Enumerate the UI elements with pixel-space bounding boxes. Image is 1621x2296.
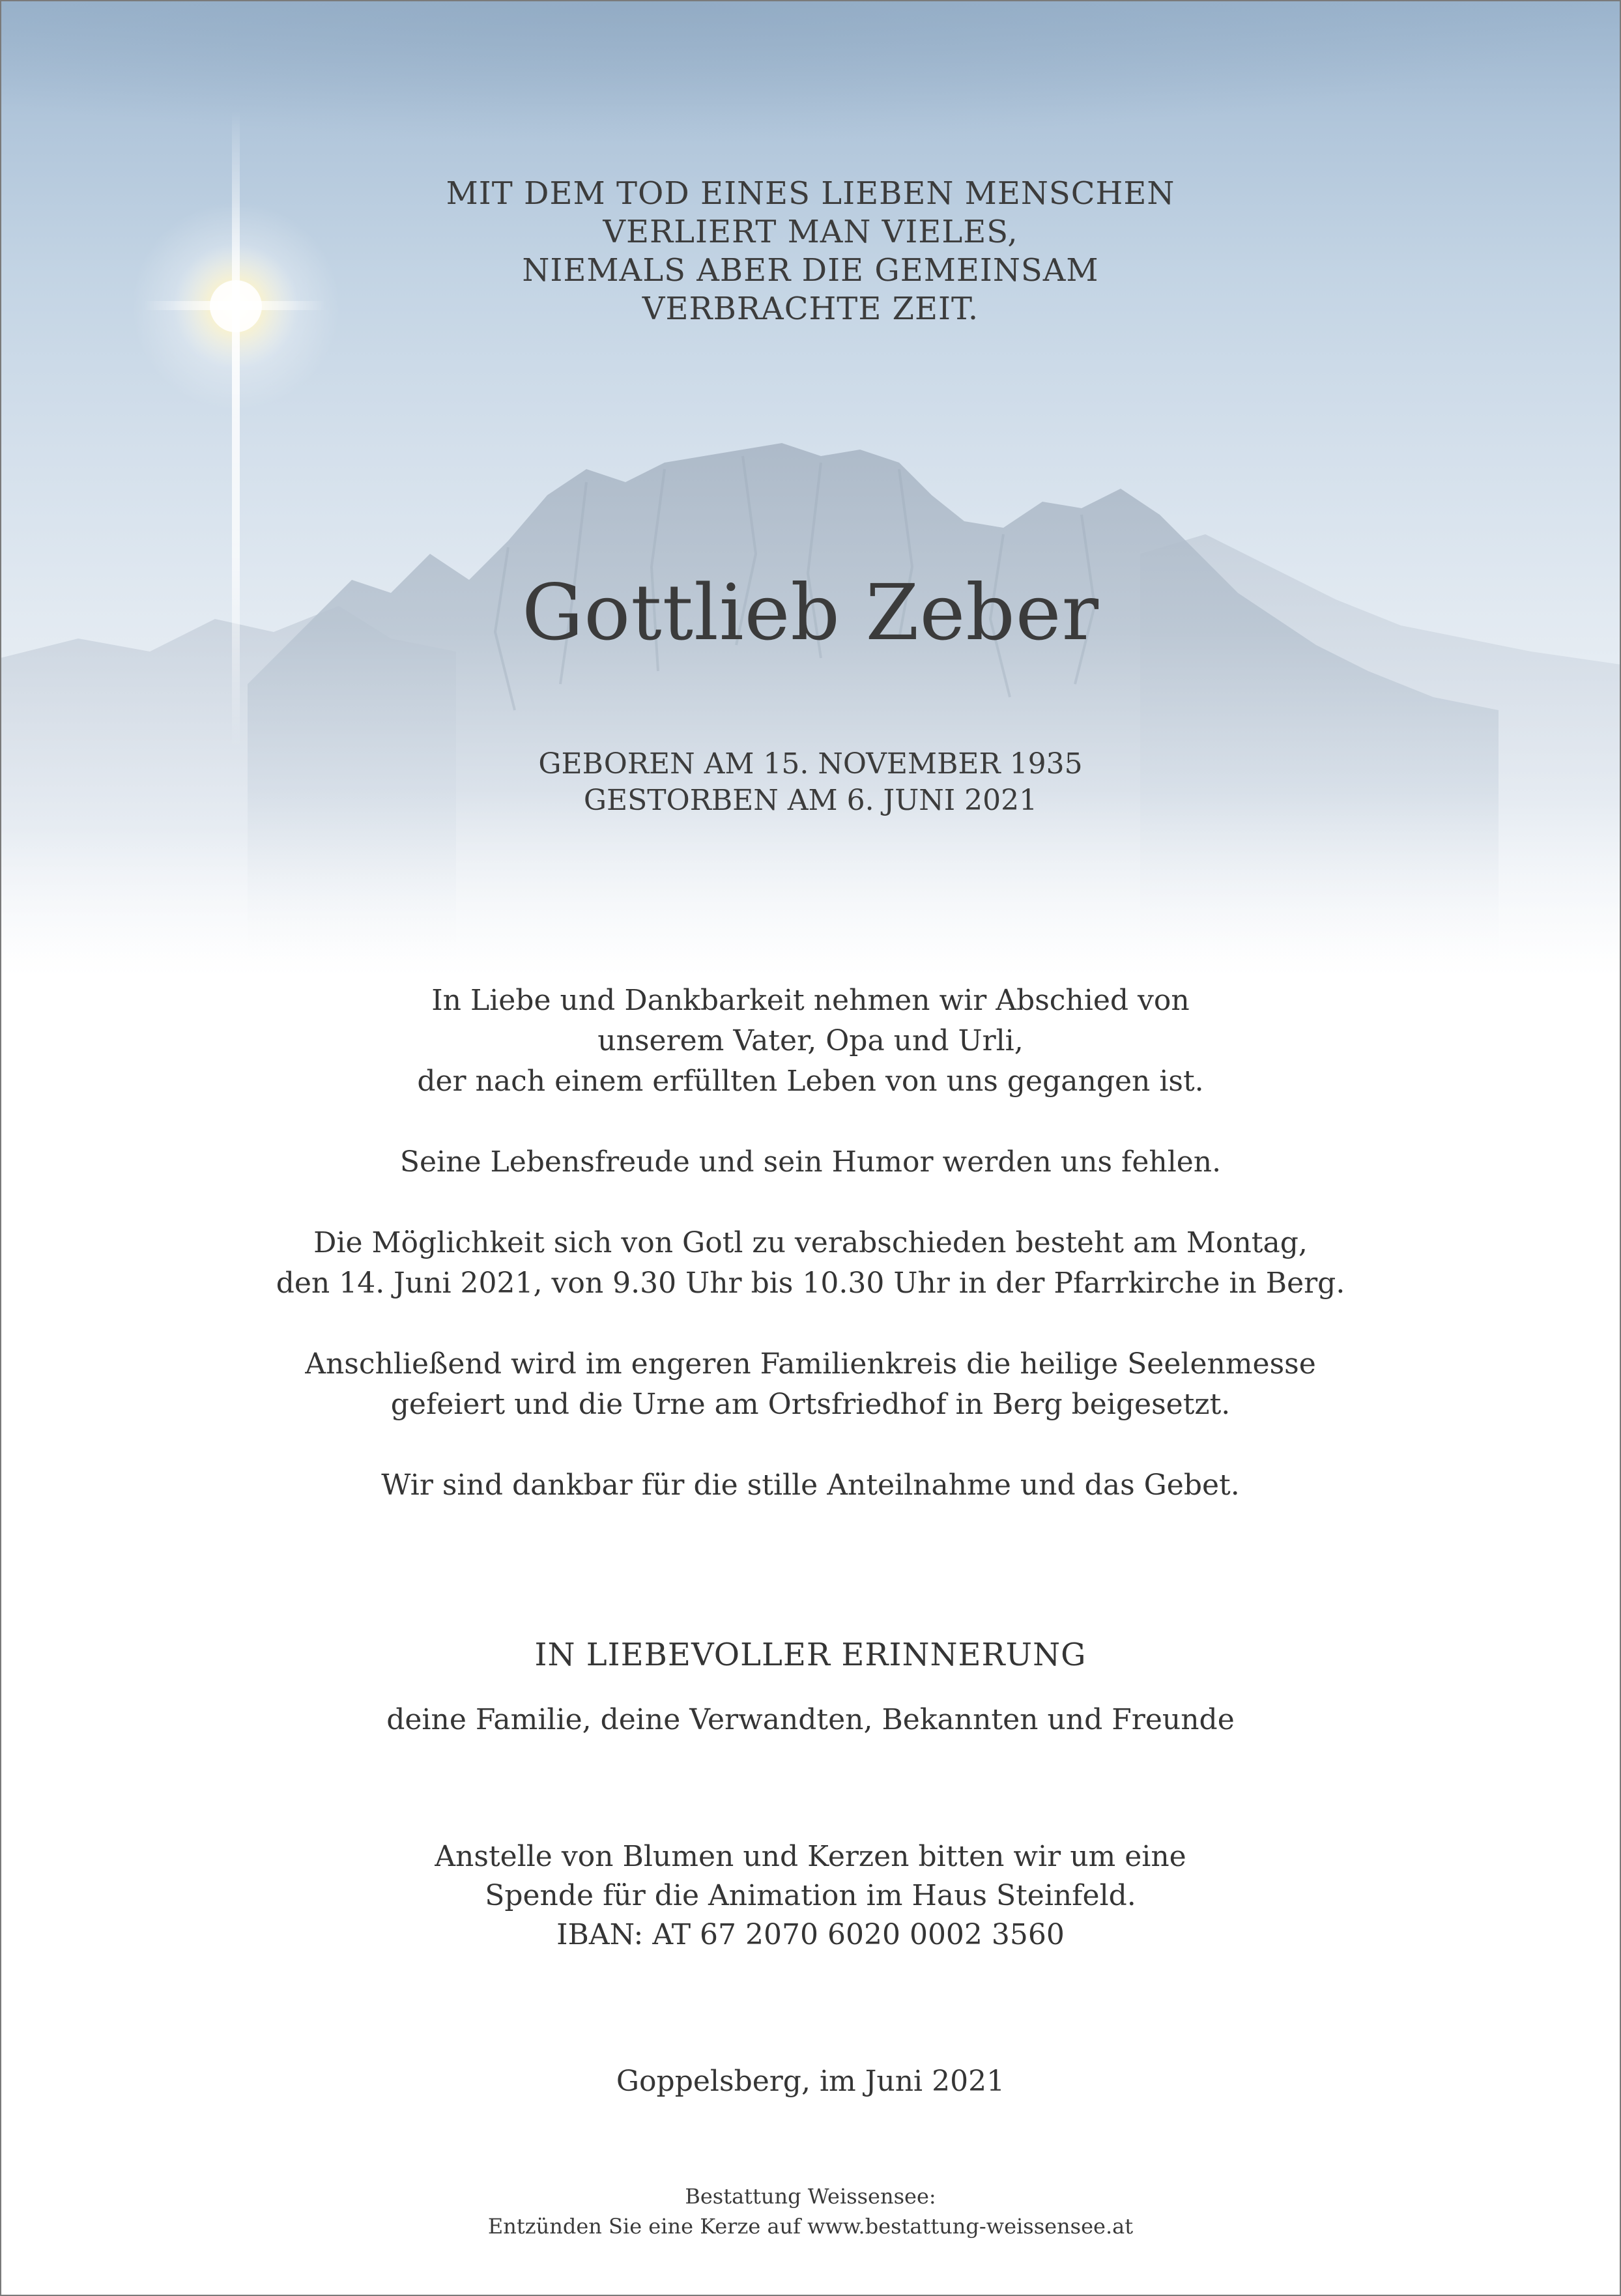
text-line: Seine Lebensfreude und sein Humor werden uns fehlen. [399, 1145, 1222, 1179]
candle-link-text: Entzünden Sie eine Kerze auf www.bestattung-weissensee.at [487, 2214, 1134, 2239]
quote-line: NIEMALS ABER DIE GEMEINSAM [522, 252, 1099, 289]
paragraph-mass [0, 1344, 1621, 1425]
life-dates [0, 746, 1621, 819]
funeral-home-name: Bestattung Weissensee: [685, 2184, 936, 2209]
quote-line: MIT DEM TOD EINES LIEBEN MENSCHEN [446, 175, 1175, 212]
opening-quote [0, 175, 1621, 328]
paragraph-farewell [0, 981, 1621, 1102]
quote-line: VERBRACHTE ZEIT. [642, 291, 979, 327]
funeral-home-footer [0, 2181, 1621, 2241]
text-line: Wir sind dankbar für die stille Anteilnahme und das Gebet. [381, 1469, 1240, 1502]
text-line: gefeiert und die Urne am Ortsfriedhof in Berg beigesetzt. [390, 1388, 1231, 1421]
text-line: Anschließend wird im engeren Familienkreis die heilige Seelenmesse [305, 1347, 1316, 1381]
paragraph-humor [0, 1142, 1621, 1183]
remembrance-heading: IN LIEBEVOLLER ERINNERUNG [534, 1637, 1087, 1673]
family-signature: deine Familie, deine Verwandten, Bekannten und Freunde [386, 1703, 1235, 1736]
deceased-name: Gottlieb Zeber [521, 567, 1100, 657]
paragraph-viewing [0, 1223, 1621, 1304]
donation-note [0, 1837, 1621, 1955]
text-line: der nach einem erfüllten Leben von uns gegangen ist. [417, 1065, 1204, 1098]
death-date: GESTORBEN AM 6. JUNI 2021 [583, 784, 1038, 817]
obituary-text [0, 981, 1621, 1546]
glowing-cross-icon [0, 0, 391, 782]
birth-date: GEBOREN AM 15. NOVEMBER 1935 [538, 747, 1083, 781]
text-line: Spende für die Animation im Haus Steinfeld. [485, 1879, 1136, 1912]
text-line: unserem Vater, Opa und Urli, [597, 1024, 1024, 1057]
paragraph-thanks [0, 1465, 1621, 1506]
iban-line: IBAN: AT 67 2070 6020 0002 3560 [556, 1918, 1065, 1951]
text-line: den 14. Juni 2021, von 9.30 Uhr bis 10.30 Uhr in der Pfarrkirche in Berg. [276, 1267, 1345, 1300]
main-mountain [248, 443, 1499, 977]
text-line: Anstelle von Blumen und Kerzen bitten wir um eine [435, 1840, 1186, 1873]
quote-line: VERLIERT MAN VIELES, [603, 214, 1018, 250]
place-date: Goppelsberg, im Juni 2021 [616, 2065, 1005, 2098]
text-line: In Liebe und Dankbarkeit nehmen wir Abschied von [431, 984, 1190, 1017]
text-line: Die Möglichkeit sich von Gotl zu verabschieden besteht am Montag, [313, 1226, 1308, 1259]
